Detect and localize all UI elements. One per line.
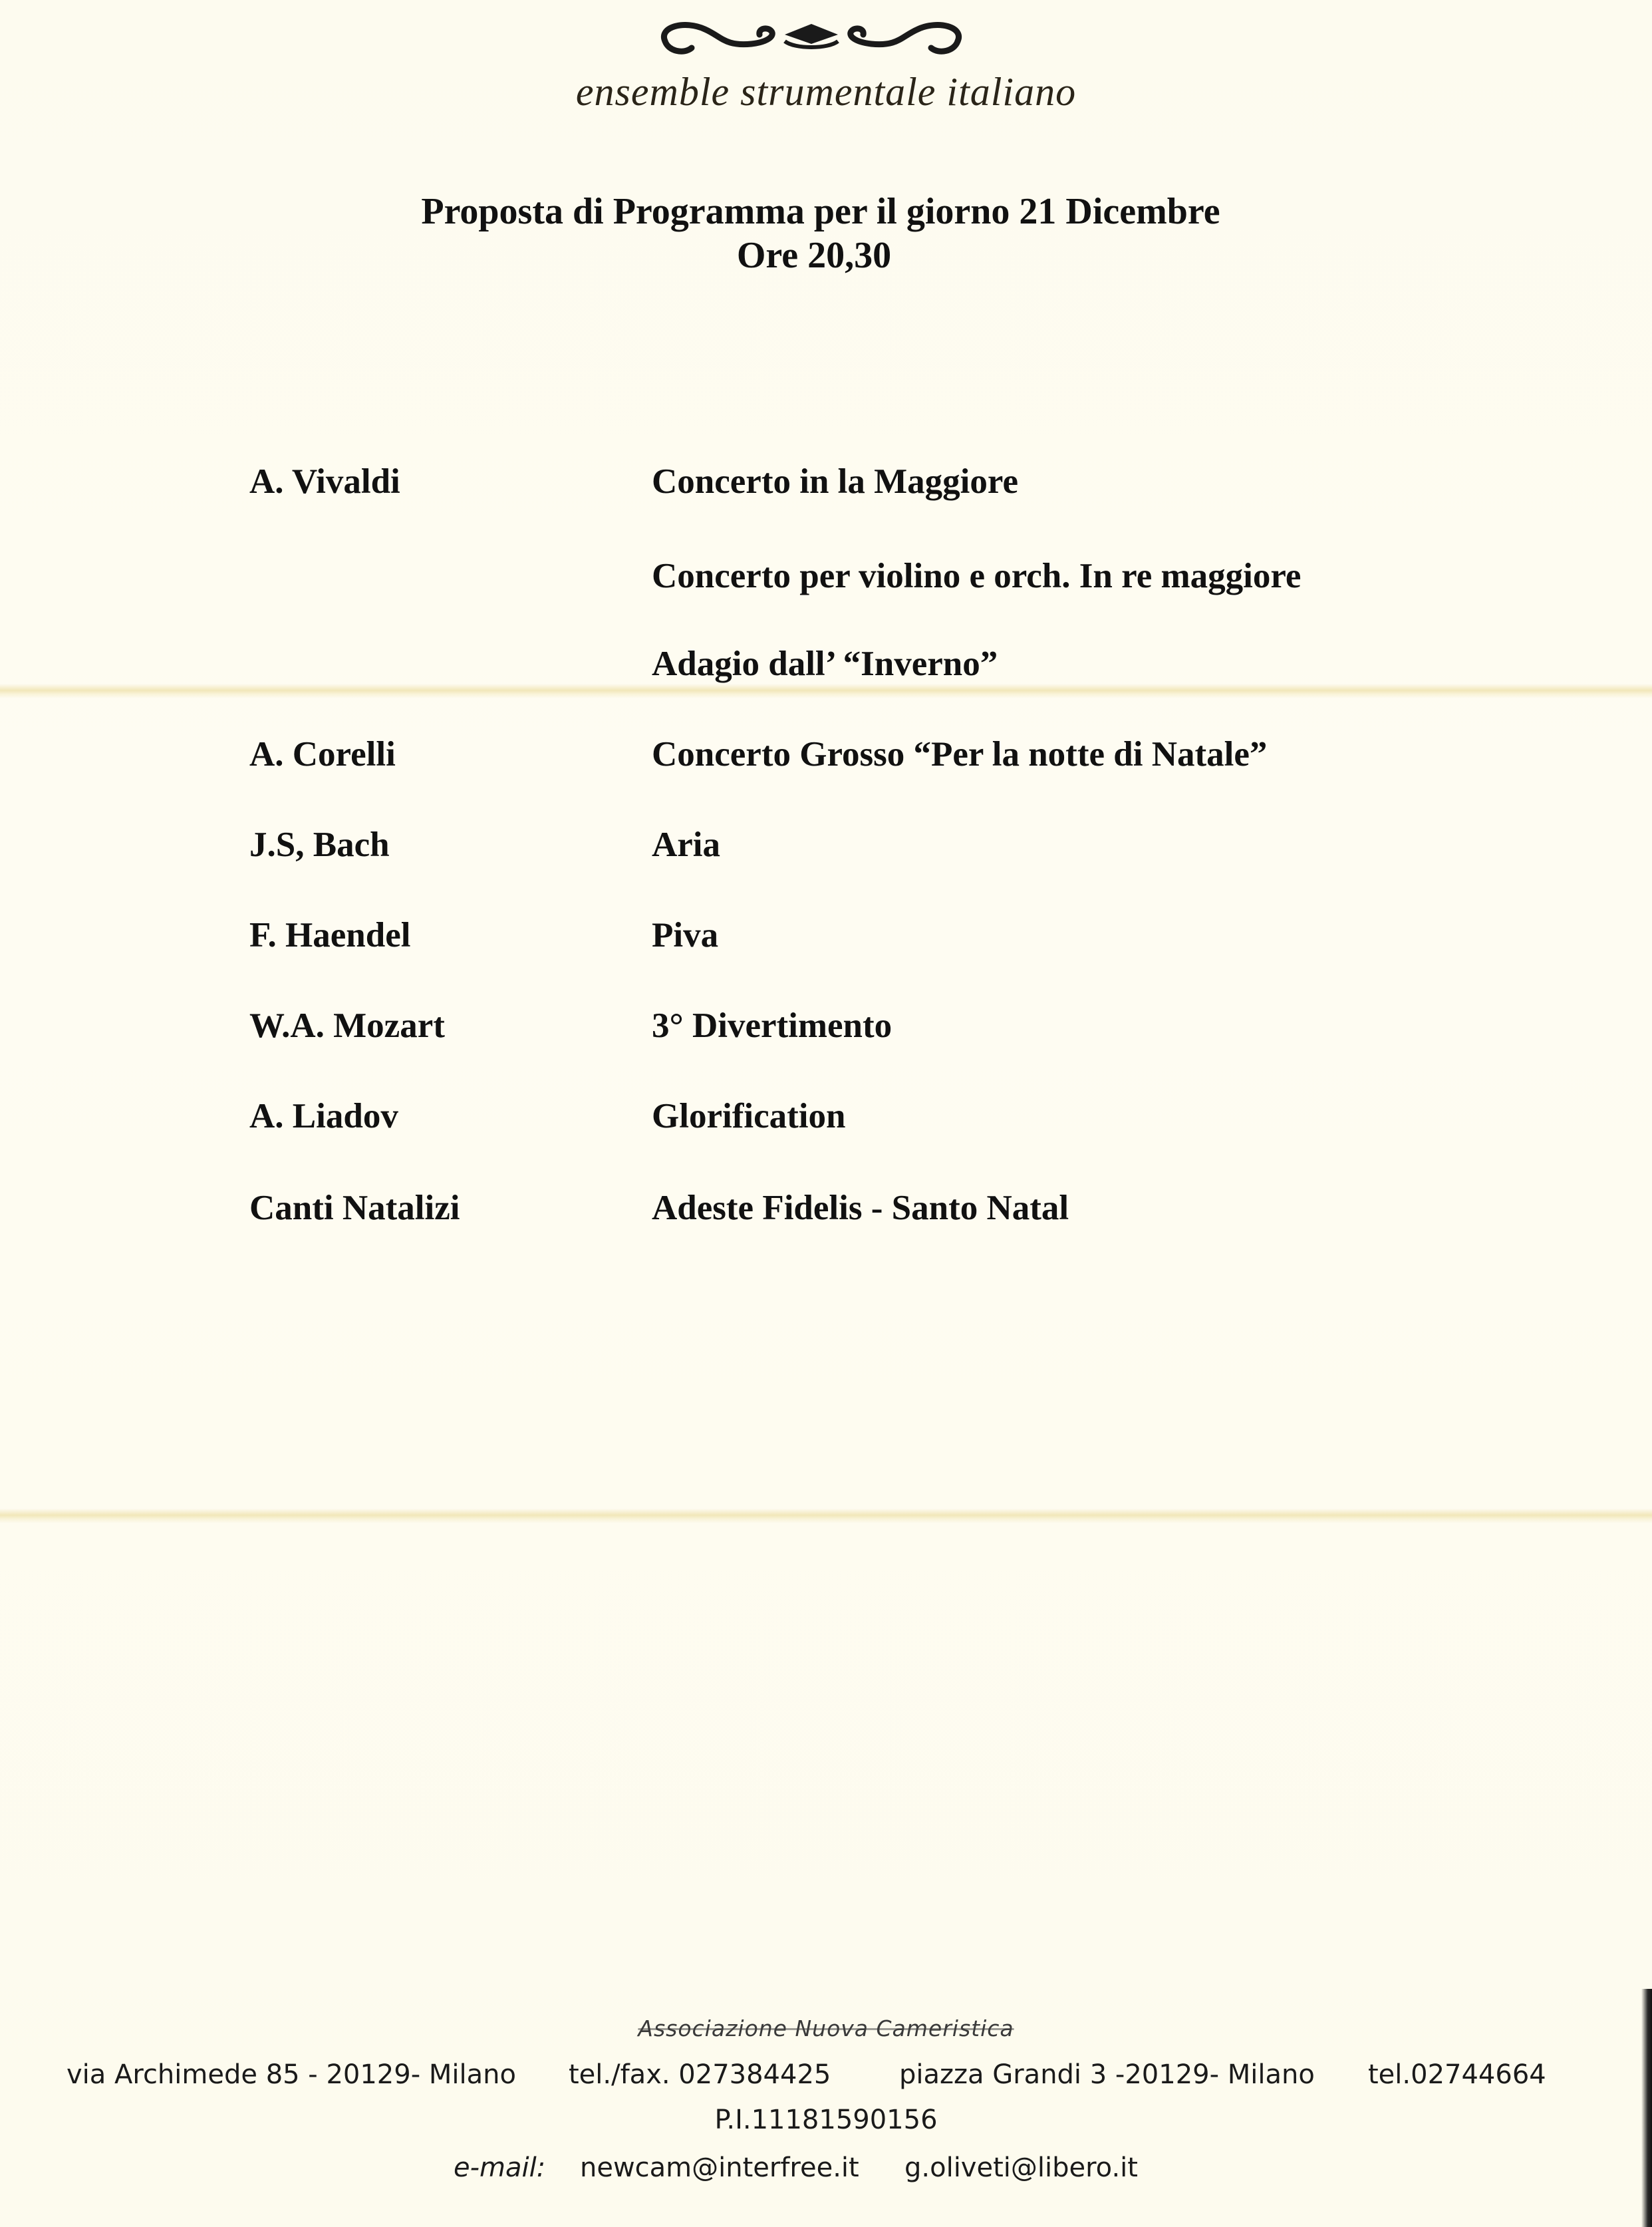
program-row: [0, 734, 1652, 781]
work-title: Piva: [652, 916, 719, 955]
work-title: 3° Divertimento: [652, 1006, 893, 1045]
association-name: Associazione Nuova Cameristica: [638, 2015, 1014, 2041]
composer-name: A. Liadov: [249, 1097, 398, 1135]
composer-name: W.A. Mozart: [249, 1006, 445, 1045]
program-row: [0, 462, 1652, 508]
program-row: [0, 1188, 1652, 1235]
paper-fold-line: [0, 1509, 1652, 1523]
work-title: Concerto Grosso “Per la notte di Natale”: [652, 735, 1268, 774]
composer-name: J.S, Bach: [249, 825, 390, 864]
program-title: Proposta di Programma per il giorno 21 Dicembre: [421, 191, 1220, 232]
composer-name: F. Haendel: [249, 916, 411, 955]
work-title: Adagio dall’ “Inverno”: [652, 645, 998, 683]
scroll-flourish-icon: [652, 15, 971, 68]
program-row: [0, 1096, 1652, 1143]
address-primary: via Archimede 85 - 20129- Milano: [67, 2059, 516, 2090]
program-row: [0, 1006, 1652, 1052]
program-row: [0, 644, 1652, 690]
composer-name: A. Vivaldi: [249, 462, 400, 501]
program-row: [0, 825, 1652, 871]
address-secondary: piazza Grandi 3 -20129- Milano: [899, 2059, 1315, 2090]
program-time: Ore 20,30: [736, 235, 892, 276]
composer-name: A. Corelli: [249, 735, 396, 774]
work-title: Aria: [652, 825, 721, 864]
program-row: [0, 915, 1652, 962]
ensemble-name: ensemble strumentale italiano: [575, 70, 1077, 114]
phone-secondary: tel.02744664: [1368, 2059, 1546, 2090]
email-label: e-mail:: [454, 2153, 546, 2183]
work-title: Adeste Fidelis - Santo Natal: [652, 1189, 1069, 1227]
scan-edge: [1641, 1989, 1652, 2227]
program-row: [0, 556, 1652, 603]
work-title: Glorification: [652, 1097, 846, 1135]
vat-number: P.I.11181590156: [714, 2105, 938, 2135]
composer-name: Canti Natalizi: [249, 1189, 460, 1227]
email-address: newcam@interfree.it: [580, 2153, 859, 2183]
email-address: g.oliveti@libero.it: [904, 2153, 1138, 2183]
work-title: Concerto in la Maggiore: [652, 462, 1018, 501]
phone-fax-primary: tel./fax. 027384425: [569, 2059, 831, 2090]
work-title: Concerto per violino e orch. In re maggiore: [652, 557, 1302, 595]
